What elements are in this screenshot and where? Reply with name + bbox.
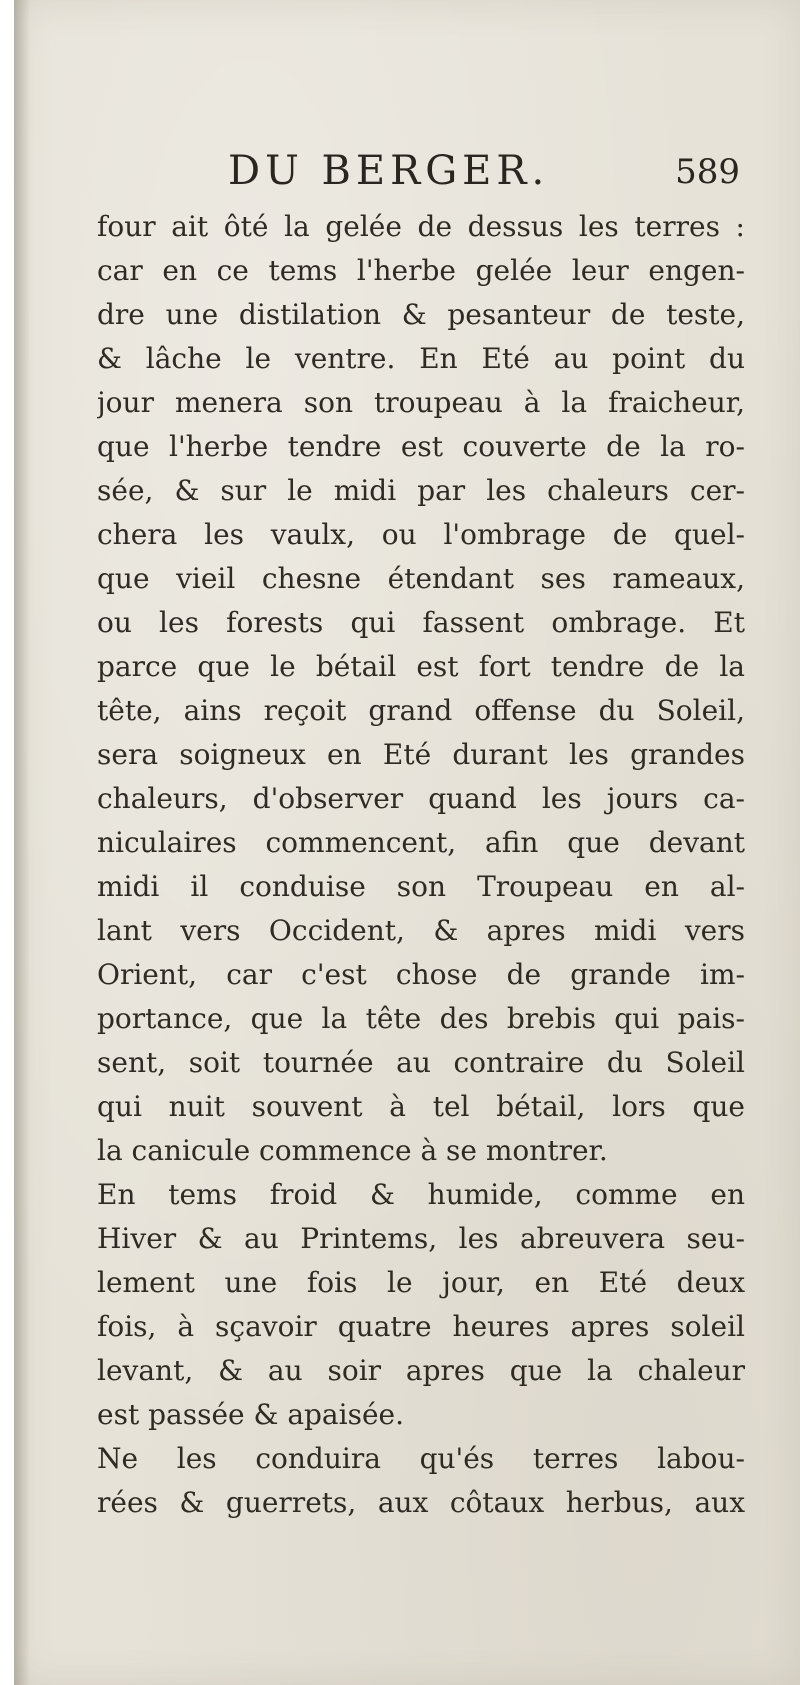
text-line: lant vers Occident, & apres midi vers [97,914,745,947]
text-line: sent, soit tournée au contraire du Soleil [97,1046,745,1079]
text-line: niculaires commencent, afin que devant [97,826,745,859]
text-line: que l'herbe tendre est couverte de la ro- [97,430,745,463]
binding-shadow [14,0,30,1685]
text-line: Orient, car c'est chose de grande im- [97,958,745,991]
text-line: parce que le bétail est fort tendre de la [97,650,745,683]
text-line: rées & guerrets, aux côtaux herbus, aux [97,1486,745,1519]
text-line: ou les forests qui fassent ombrage. Et [97,606,745,639]
text-line: chaleurs, d'observer quand les jours ca- [97,782,745,815]
text-line: four ait ôté la gelée de dessus les terres : [97,210,745,243]
text-line: dre une distilation & pesanteur de teste, [97,298,745,331]
text-line: la canicule commence à se montrer. [97,1134,608,1167]
text-line: tête, ains reçoit grand offense du Soleil, [97,694,745,727]
text-line: & lâche le ventre. En Eté au point du [97,342,745,375]
text-line: fois, à sçavoir quatre heures apres soleil [97,1310,745,1343]
text-line: sée, & sur le midi par les chaleurs cer- [97,474,745,507]
text-line: qui nuit souvent à tel bétail, lors que [97,1090,745,1123]
body-text [97,205,745,1525]
text-line: lement une fois le jour, en Eté deux [97,1266,745,1299]
paragraph-start-line: En tems froid & humide, comme en [97,1178,745,1211]
text-line: est passée & apaisée. [97,1398,404,1431]
text-line: que vieil chesne étendant ses rameaux, [97,562,745,595]
text-line: midi il conduise son Troupeau en al- [97,870,745,903]
page-number: 589 [675,152,740,192]
text-line: car en ce tems l'herbe gelée leur engen- [97,254,745,287]
text-line: sera soigneux en Eté durant les grandes [97,738,745,771]
page-header [220,148,740,208]
text-line: Hiver & au Printems, les abreuvera seu- [97,1222,745,1255]
text-line: jour menera son troupeau à la fraicheur, [97,386,745,419]
text-line: chera les vaulx, ou l'ombrage de quel- [97,518,745,551]
text-line: portance, que la tête des brebis qui pais- [97,1002,745,1035]
running-head: DU BERGER. [228,148,550,194]
text-line: levant, & au soir apres que la chaleur [97,1354,745,1387]
paragraph-start-line: Ne les conduira qu'és terres labou- [97,1442,745,1475]
